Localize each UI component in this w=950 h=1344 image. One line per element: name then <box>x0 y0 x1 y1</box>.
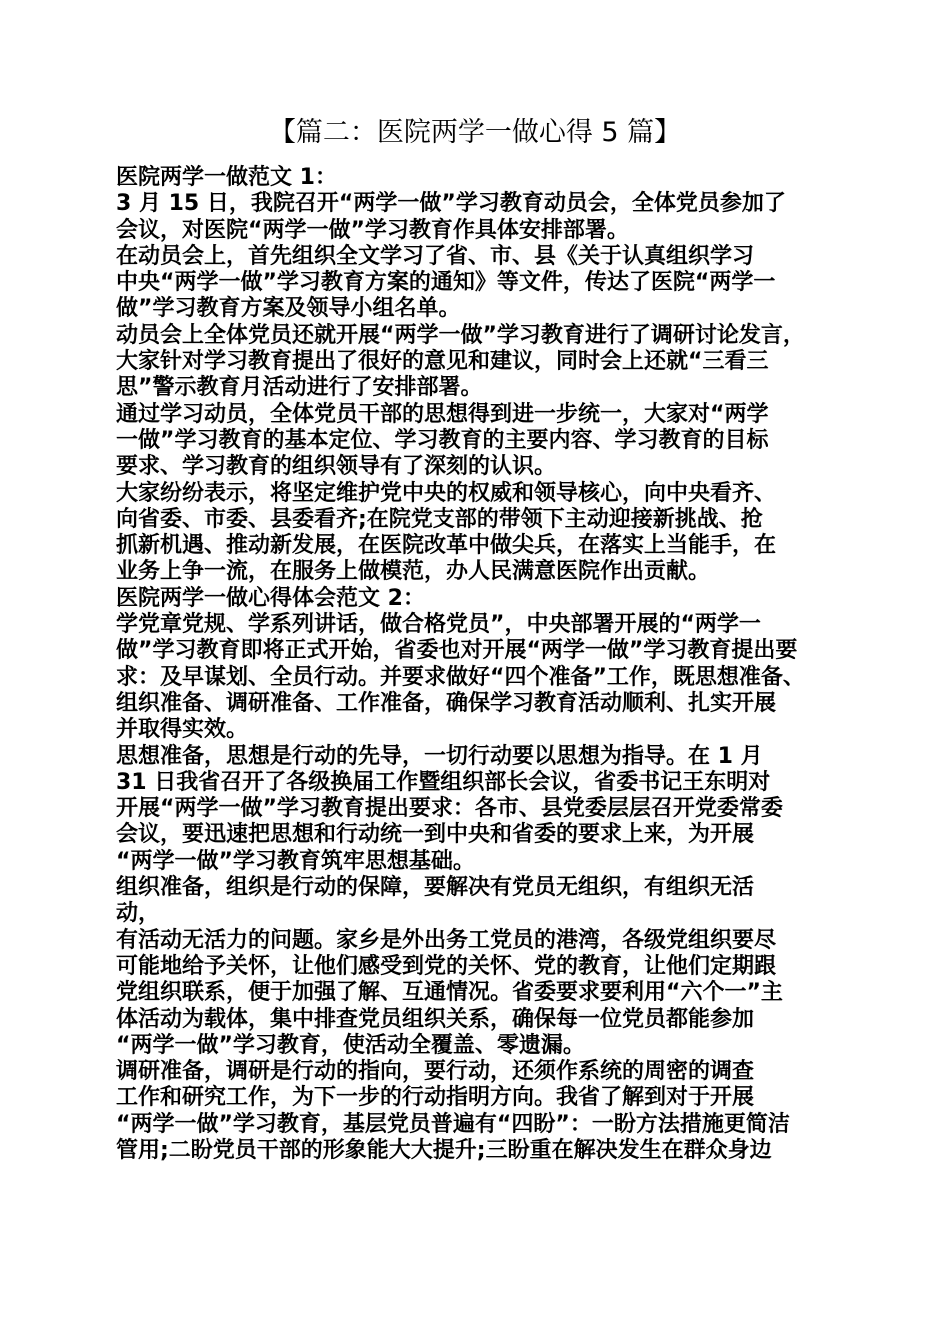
text-line: 会议，要迅速把思想和行动统一到中央和省委的要求上来，为开展 <box>116 822 755 848</box>
text-line: 组织准备，组织是行动的保障，要解决有党员无组织，有组织无活 <box>116 875 755 901</box>
text-line: 业务上争一流，在服务上做模范，办人民满意医院作出贡献。 <box>116 559 711 585</box>
text-line: “两学一做”学习教育，基层党员普遍有“四盼”：一盼方法措施更简洁 <box>116 1111 790 1137</box>
text-line: 并取得实效。 <box>116 717 249 743</box>
document-body <box>116 165 846 1164</box>
text-line: 动， <box>116 901 161 927</box>
text-line: “两学一做”学习教育，使活动全覆盖、零遗漏。 <box>116 1032 585 1058</box>
text-line: 开展“两学一做”学习教育提出要求：各市、县党委层层召开党委常委 <box>116 796 783 822</box>
document-title: 【篇二：医院两学一做心得 5 篇】 <box>268 117 682 148</box>
text-line: 思想准备，思想是行动的先导，一切行动要以思想为指导。在 1 月 <box>116 743 763 769</box>
text-line: 通过学习动员，全体党员干部的思想得到进一步统一，大家对“两学 <box>116 401 769 427</box>
text-line: 动员会上全体党员还就开展“两学一做”学习教育进行了调研讨论发言， <box>116 322 805 348</box>
text-line: 31 日我省召开了各级换届工作暨组织部长会议，省委书记王东明对 <box>116 769 771 795</box>
text-line: 3 月 15 日，我院召开“两学一做”学习教育动员会，全体党员参加了 <box>116 191 786 217</box>
text-line: 在动员会上，首先组织全文学习了省、市、县《关于认真组织学习 <box>116 243 755 269</box>
text-line: 做”学习教育即将正式开始，省委也对开展“两学一做”学习教育提出要 <box>116 638 798 664</box>
text-line: 求：及早谋划、全员行动。并要求做好“四个准备”工作，既思想准备、 <box>116 664 805 690</box>
text-line: 中央“两学一做”学习教育方案的通知》等文件，传达了医院“两学一 <box>116 270 776 296</box>
text-line: 向省委、市委、县委看齐;在院党支部的带领下主动迎接新挑战、抢 <box>116 506 763 532</box>
text-line: 思”警示教育月活动进行了安排部署。 <box>116 375 483 401</box>
text-line: 抓新机遇、推动新发展，在医院改革中做尖兵，在落实上当能手，在 <box>116 533 777 559</box>
text-line: 做”学习教育方案及领导小组名单。 <box>116 296 461 322</box>
text-line: 医院两学一做心得体会范文 2： <box>116 585 425 611</box>
text-line: “两学一做”学习教育筑牢思想基础。 <box>116 848 475 874</box>
text-line: 大家纷纷表示，将坚定维护党中央的权威和领导核心，向中央看齐、 <box>116 480 777 506</box>
text-line: 有活动无活力的问题。家乡是外出务工党员的港湾，各级党组织要尽 <box>116 927 777 953</box>
text-line: 一做”学习教育的基本定位、学习教育的主要内容、学习教育的目标 <box>116 427 769 453</box>
text-line: 党组织联系，便于加强了解、互通情况。省委要求要利用“六个一”主 <box>116 980 783 1006</box>
text-line: 大家针对学习教育提出了很好的意见和建议，同时会上还就“三看三 <box>116 349 769 375</box>
text-line: 管用;二盼党员干部的形象能大大提升;三盼重在解决发生在群众身边 <box>116 1137 772 1163</box>
text-line: 调研准备，调研是行动的指向，要行动，还须作系统的周密的调查 <box>116 1059 755 1085</box>
text-line: 体活动为载体，集中排查党员组织关系，确保每一位党员都能参加 <box>116 1006 755 1032</box>
text-line: 要求、学习教育的组织领导有了深刻的认识。 <box>116 454 557 480</box>
text-line: 医院两学一做范文 1： <box>116 165 337 190</box>
text-line: 工作和研究工作，为下一步的行动指明方向。我省了解到对于开展 <box>116 1085 755 1111</box>
text-line: 可能地给予关怀，让他们感受到党的关怀、党的教育，让他们定期跟 <box>116 953 777 979</box>
text-line: 学党章党规、学系列讲话，做合格党员”，中央部署开展的“两学一 <box>116 612 761 638</box>
text-line: 会议，对医院“两学一做”学习教育作具体安排部署。 <box>116 217 629 243</box>
text-line: 组织准备、调研准备、工作准备，确保学习教育活动顺利、扎实开展 <box>116 690 777 716</box>
